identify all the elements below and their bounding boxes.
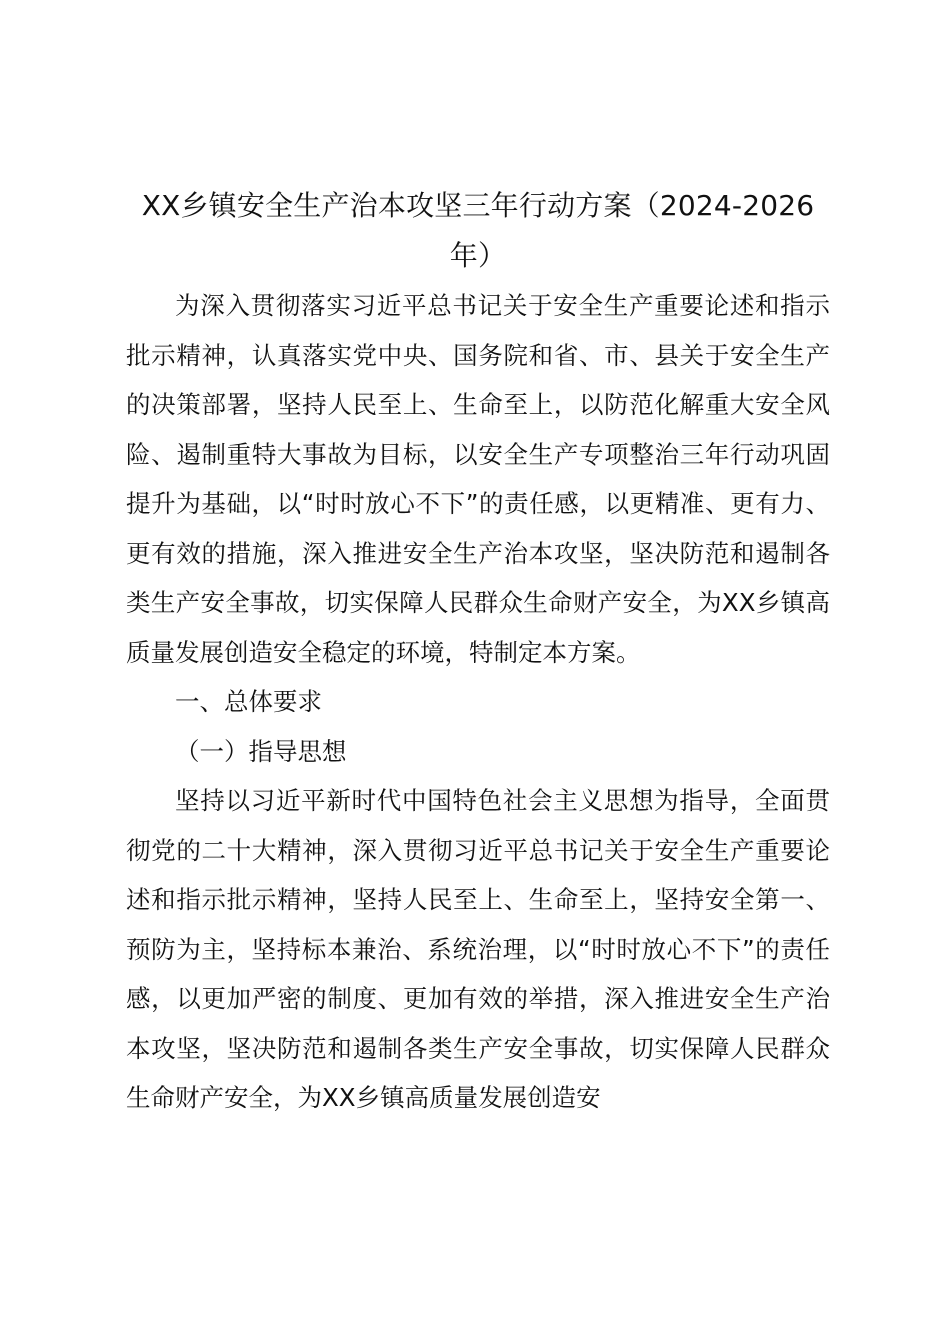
document-body	[126, 281, 830, 1123]
section-heading: 一、总体要求	[175, 687, 322, 716]
document-title: XX乡镇安全生产治本攻坚三年行动方案（2024-2026年）	[141, 189, 815, 272]
intro-paragraph: 为深入贯彻落实习近平总书记关于安全生产重要论述和指示批示精神，认真落实党中央、国务院和省、市、县关于安全生产的决策部署，坚持人民至上、生命至上，以防范化解重大安全风险、遏制重特大事故为目标，以安全生产专项整治三年行动巩固提升为基础，以“时时放心不下”的责任感，以更精准、更有力、更有效的措施，深入推进安全生产治本攻坚，坚决防范和遏制各类生产安全事故，切实保障人民群众生命财产安全，为XX乡镇高质量发展创造安全稳定的环境，特制定本方案。	[126, 291, 830, 667]
subsection-heading: （一）指导思想	[175, 736, 347, 766]
guiding-ideology-paragraph: 坚持以习近平新时代中国特色社会主义思想为指导，全面贯彻党的二十大精神，深入贯彻习近平总书记关于安全生产重要论述和指示批示精神，坚持人民至上、生命至上，坚持安全第一、预防为主，坚持标本兼治、系统治理，以“时时放心不下”的责任感，以更加严密的制度、更加有效的举措，深入推进安全生产治本攻坚，坚决防范和遏制各类生产安全事故，切实保障人民群众生命财产安全，为XX乡镇高质量发展创造安	[126, 786, 830, 1112]
